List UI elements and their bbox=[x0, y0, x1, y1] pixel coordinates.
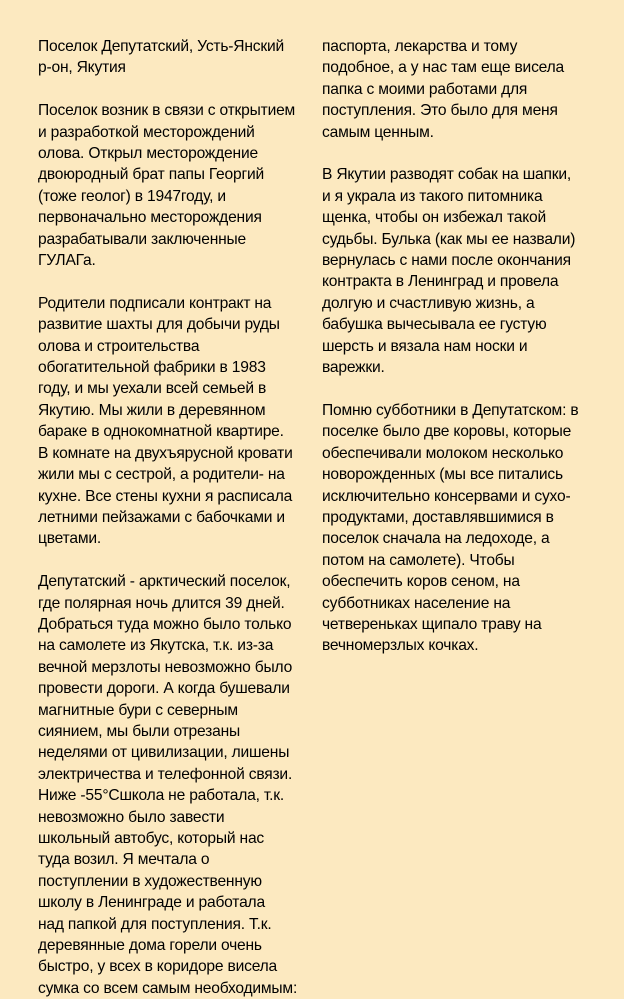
text-line: над папкой для поступления. Т.к. bbox=[38, 915, 272, 933]
text-line: субботниках население на bbox=[322, 594, 511, 612]
text-line: развитие шахты для добычи руды bbox=[38, 316, 280, 334]
text-line: первоначально месторождения bbox=[38, 209, 262, 227]
text-line: папка с моими работами для bbox=[322, 80, 528, 98]
text-line: разрабатывали заключенные bbox=[38, 230, 247, 248]
paragraph-gap bbox=[38, 271, 318, 292]
heading-paragraph bbox=[38, 36, 318, 79]
paragraph-subbotnik bbox=[322, 400, 612, 657]
text-line: потом на самолете). Чтобы bbox=[322, 551, 515, 569]
text-line: долгую и счастливую жизнь, а bbox=[322, 294, 535, 312]
paragraph-gap bbox=[322, 143, 612, 164]
text-line: поступления. Это было для меня bbox=[322, 102, 558, 120]
text-line: контракта в Ленинград и провела bbox=[322, 273, 559, 291]
text-line: подобное, а у нас там еще висела bbox=[322, 59, 564, 77]
paragraph-gap bbox=[38, 550, 318, 571]
text-line: В комнате на двухъярусной кровати bbox=[38, 444, 293, 462]
text-line: обогатительной фабрики в 1983 bbox=[38, 359, 266, 377]
text-line: варежки. bbox=[322, 359, 385, 377]
text-line: школу в Ленинграде и работала bbox=[38, 894, 265, 912]
text-line: Ниже -55°Сшкола не работала, т.к. bbox=[38, 787, 284, 805]
text-line: Поселок возник в связи с открытием bbox=[38, 102, 296, 120]
text-line: В Якутии разводят собак на шапки, bbox=[322, 166, 572, 184]
text-line: продуктами, доставлявшимися в bbox=[322, 508, 554, 526]
text-line: где полярная ночь длится 39 дней. bbox=[38, 594, 285, 612]
paragraph-gap bbox=[322, 378, 612, 399]
text-line: быстро, у всех в коридоре висела bbox=[38, 958, 278, 976]
text-line: новорожденных (мы все питались bbox=[322, 466, 563, 484]
text-line: Депутатский - арктический поселок, bbox=[38, 573, 291, 591]
text-line: олова. Открыл месторождение bbox=[38, 145, 258, 163]
text-line: р-он, Якутия bbox=[38, 59, 126, 77]
text-line: ГУЛАГа. bbox=[38, 252, 96, 270]
text-line: обеспечить коров сеном, на bbox=[322, 573, 520, 591]
text-line: поступлении в художественную bbox=[38, 872, 262, 890]
text-line: поселок сначала на ледоходе, а bbox=[322, 530, 550, 548]
text-line: школьный автобус, который нас bbox=[38, 829, 265, 847]
text-line: году, и мы уехали всей семьей в bbox=[38, 380, 267, 398]
text-line: (тоже геолог) в 1947году, и bbox=[38, 187, 226, 205]
paragraph-gap bbox=[38, 79, 318, 100]
text-line: Якутию. Мы жили в деревянном bbox=[38, 401, 266, 419]
text-line: обеспечивали молоком несколько bbox=[322, 444, 564, 462]
text-line: туда возил. Я мечтала о bbox=[38, 851, 210, 869]
text-line: провести дороги. А когда бушевали bbox=[38, 680, 290, 698]
text-line: вечной мерзлоты невозможно было bbox=[38, 658, 293, 676]
text-line: летними пейзажами с бабочками и bbox=[38, 508, 285, 526]
text-line: деревянные дома горели очень bbox=[38, 937, 262, 955]
text-line: невозможно было завести bbox=[38, 808, 225, 826]
text-line: Родители подписали контракт на bbox=[38, 294, 272, 312]
text-line: олова и строительства bbox=[38, 337, 200, 355]
text-line: поселке было две коровы, которые bbox=[322, 423, 572, 441]
text-line: на самолете из Якутска, т.к. из-за bbox=[38, 637, 274, 655]
text-line: сиянием, мы были отрезаны bbox=[38, 722, 240, 740]
text-line: самым ценным. bbox=[322, 123, 434, 141]
text-line: шерсть и вязала нам носки и bbox=[322, 337, 528, 355]
right-column bbox=[322, 36, 612, 657]
paragraph-continuation bbox=[322, 36, 612, 143]
text-line: исключительно консервами и сухо- bbox=[322, 487, 571, 505]
text-line: вернулась с нами после окончания bbox=[322, 252, 571, 270]
left-column bbox=[38, 36, 318, 999]
paragraph-dog bbox=[322, 164, 612, 378]
text-line: бараке в однокомнатной квартире. bbox=[38, 423, 284, 441]
text-line: магнитные бури с северным bbox=[38, 701, 238, 719]
text-line: электричества и телефонной связи. bbox=[38, 765, 293, 783]
text-line: паспорта, лекарства и тому bbox=[322, 38, 518, 55]
text-line: цветами. bbox=[38, 530, 101, 548]
paragraph-arctic bbox=[38, 571, 318, 999]
text-line: щенка, чтобы он избежал такой bbox=[322, 209, 546, 227]
text-line: сумка со всем самым необходимым: bbox=[38, 979, 298, 997]
text-line: двоюродный брат папы Георгий bbox=[38, 166, 264, 184]
text-line: и разработкой месторождений bbox=[38, 123, 255, 141]
text-line: Добраться туда можно было только bbox=[38, 615, 292, 633]
text-line: вечномерзлых кочках. bbox=[322, 637, 479, 655]
text-line: Помню субботники в Депутатском: в bbox=[322, 401, 579, 419]
text-line: и я украла из такого питомника bbox=[322, 187, 543, 205]
text-line: кухне. Все стены кухни я расписала bbox=[38, 487, 293, 505]
paragraph-origin bbox=[38, 100, 318, 271]
paragraph-contract bbox=[38, 293, 318, 550]
text-line: жили мы с сестрой, а родители- на bbox=[38, 466, 285, 484]
text-line: четвереньках щипало траву на bbox=[322, 615, 542, 633]
text-line: неделями от цивилизации, лишены bbox=[38, 744, 290, 762]
text-line: Поселок Депутатский, Усть-Янский bbox=[38, 38, 285, 55]
text-line: судьбы. Булька (как мы ее назвали) bbox=[322, 230, 576, 248]
text-line: бабушка вычесывала ее густую bbox=[322, 316, 547, 334]
